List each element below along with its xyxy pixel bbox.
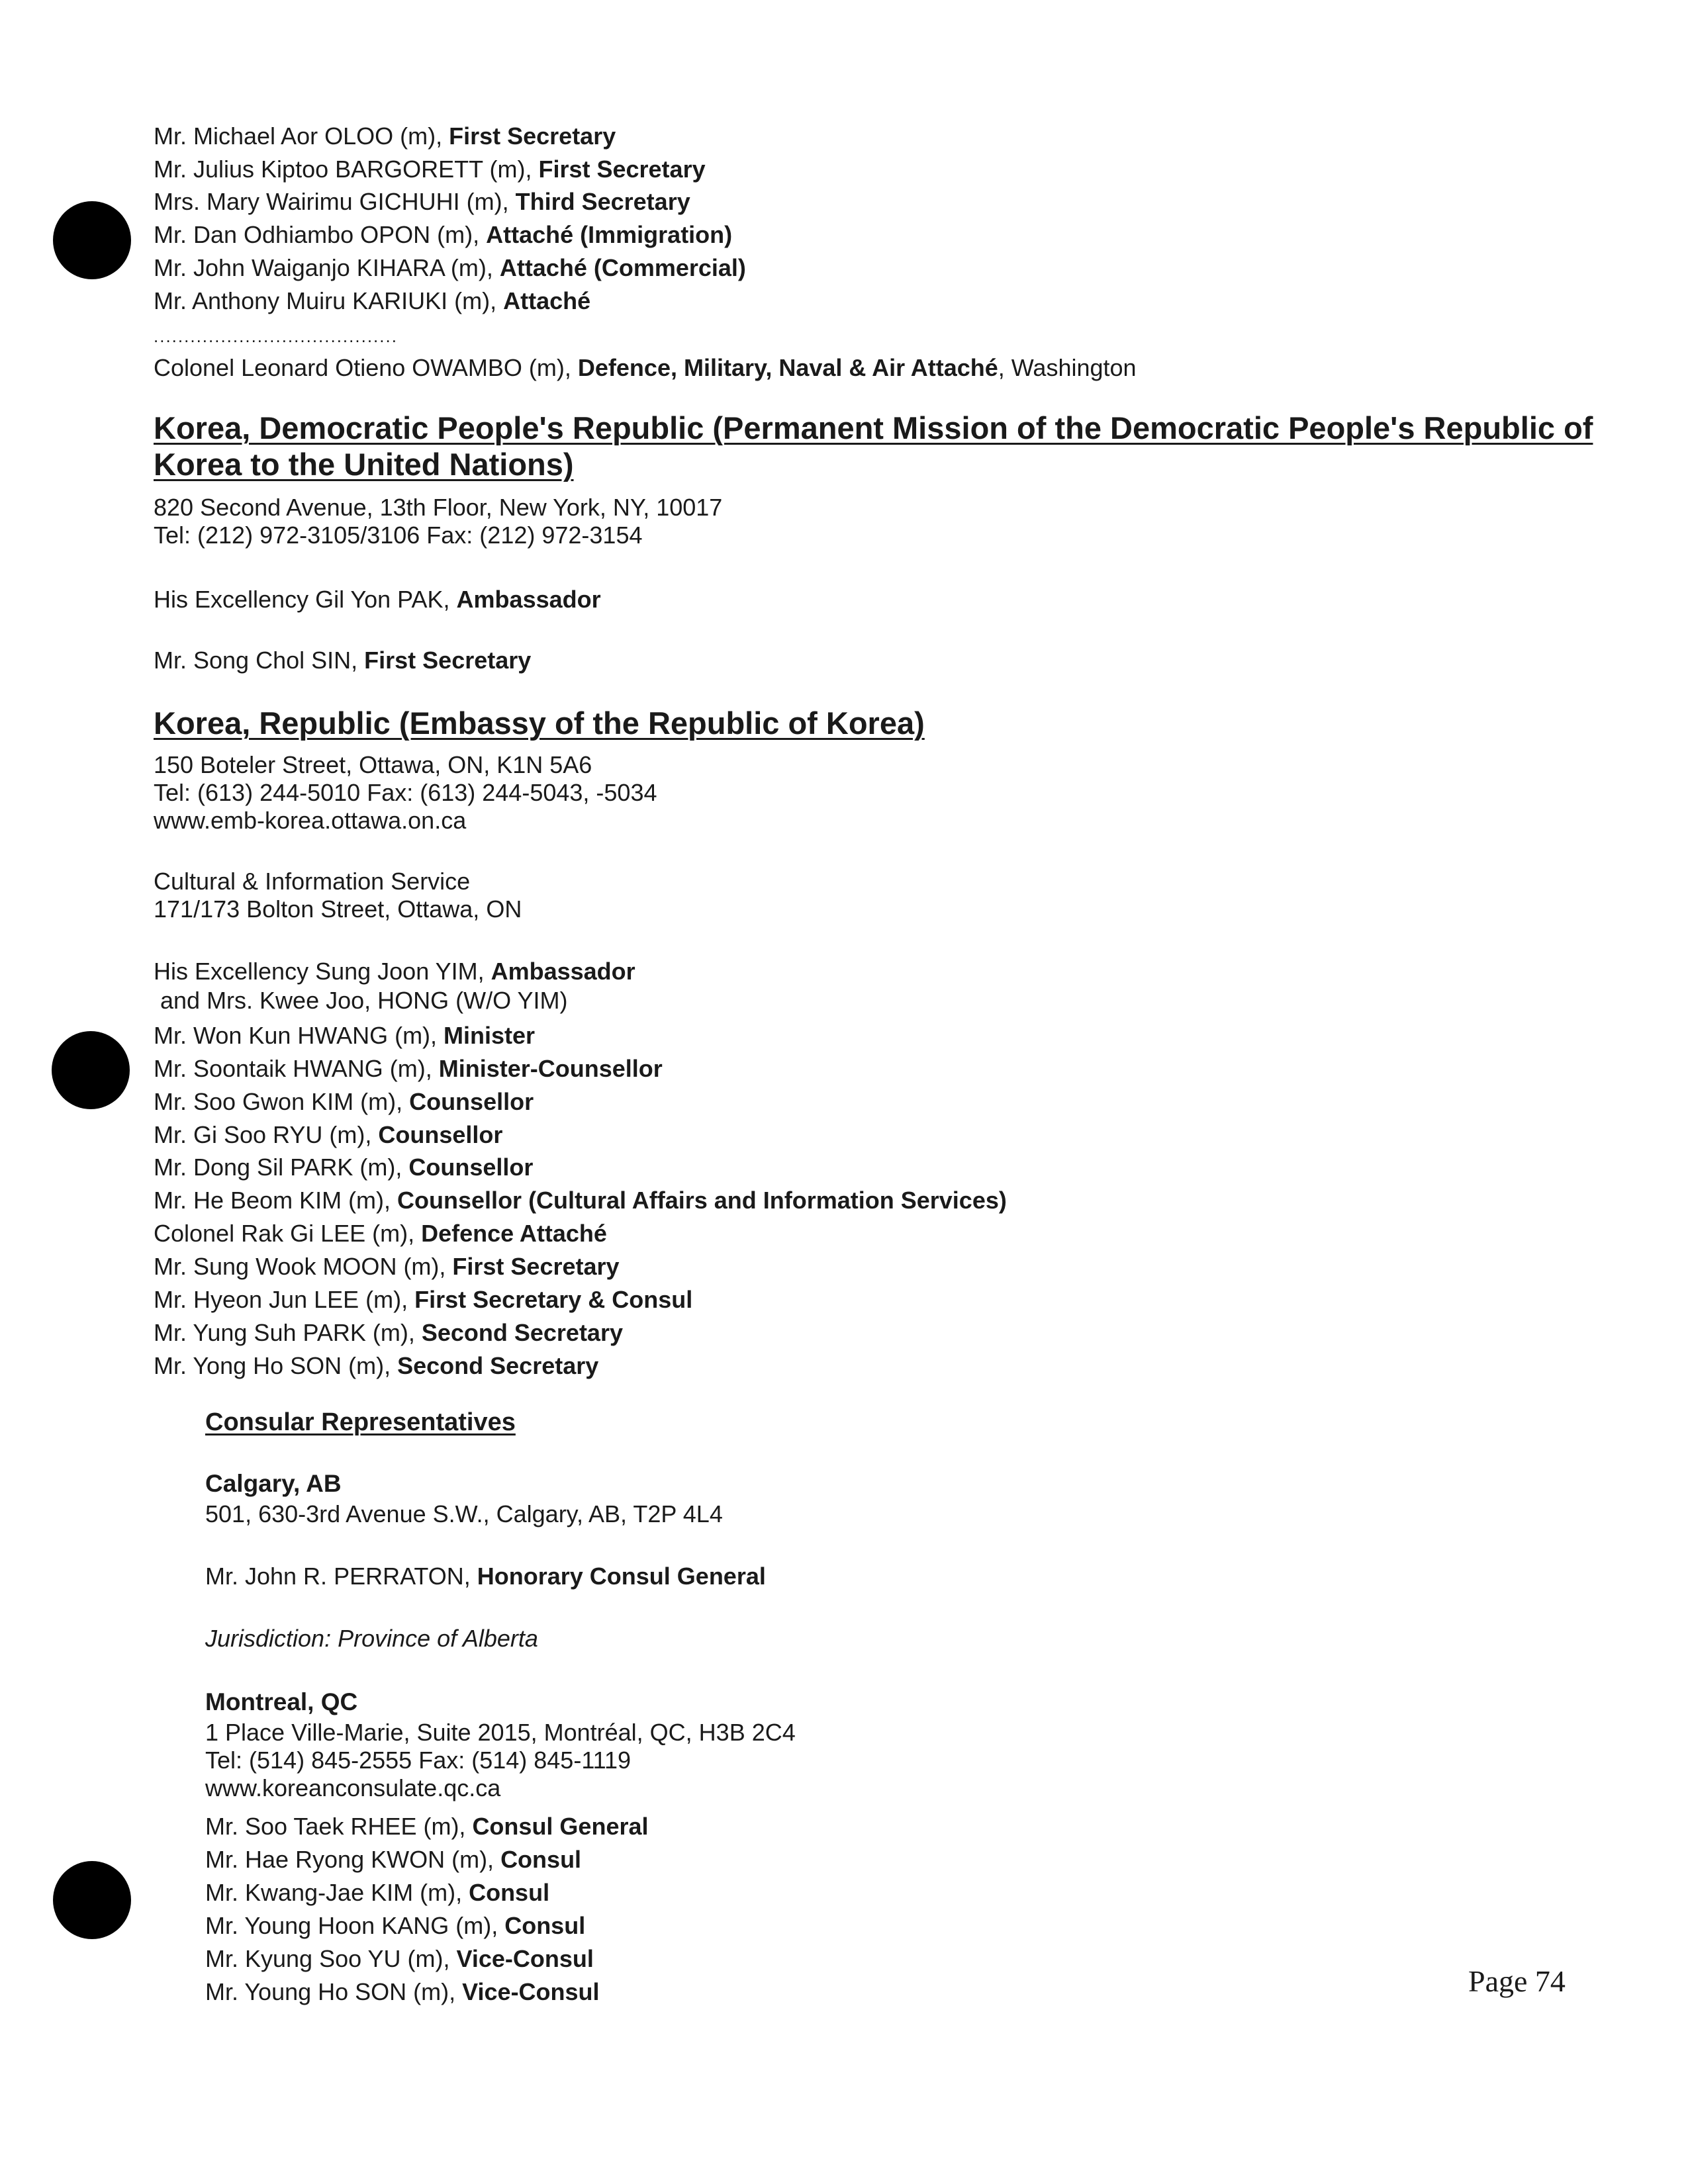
- kenya-staff-row: [154, 287, 590, 316]
- dprk-tel: Tel: (212) 972-3105/3106 Fax: (212) 972-3154: [154, 522, 643, 549]
- staff-name: Colonel Rak Gi LEE (m),: [154, 1220, 422, 1247]
- staff-name: Mr. Dan Odhiambo OPON (m),: [154, 221, 487, 248]
- staff-name: Mr. Hae Ryong KWON (m),: [205, 1846, 501, 1873]
- staff-name: Mr. Hyeon Jun LEE (m),: [154, 1286, 415, 1313]
- staff-name: Mr. Soontaik HWANG (m),: [154, 1055, 439, 1082]
- staff-name: Mr. Young Ho SON (m),: [205, 1978, 463, 2005]
- staff-name: His Excellency Gil Yon PAK,: [154, 586, 457, 613]
- calgary-rep: [205, 1562, 766, 1591]
- staff-title: First Secretary: [538, 156, 706, 183]
- staff-name: Mr. Young Hoon KANG (m),: [205, 1912, 505, 1939]
- rok-staff-row: [154, 1186, 1007, 1215]
- rok-staff-row: [154, 1318, 623, 1347]
- rok-staff-row: [154, 1285, 692, 1314]
- staff-title: First Secretary: [364, 647, 532, 674]
- rok-cultural-label: Cultural & Information Service: [154, 868, 471, 895]
- staff-title: Attaché: [503, 287, 591, 314]
- kenya-staff-row: [154, 122, 616, 151]
- dotted-separator: ........................................: [154, 326, 398, 346]
- staff-title: Honorary Consul General: [477, 1563, 766, 1590]
- staff-title: Consul: [469, 1879, 550, 1906]
- rok-cultural-address: 171/173 Bolton Street, Ottawa, ON: [154, 895, 522, 923]
- staff-title: Ambassador: [491, 958, 635, 985]
- montreal-staff-row: [205, 1911, 585, 1940]
- kenya-staff-row: [154, 253, 746, 283]
- staff-name: Mr. Kwang-Jae KIM (m),: [205, 1879, 469, 1906]
- staff-title: Vice-Consul: [456, 1945, 594, 1972]
- montreal-staff-row: [205, 1878, 549, 1907]
- staff-title: Defence Attaché: [421, 1220, 607, 1247]
- staff-name: Mr. John Waiganjo KIHARA (m),: [154, 254, 500, 281]
- montreal-tel: Tel: (514) 845-2555 Fax: (514) 845-1119: [205, 1747, 632, 1774]
- dprk-secretary: [154, 646, 531, 675]
- kenya-defence-row: [154, 353, 1137, 383]
- staff-location: , Washington: [998, 354, 1137, 381]
- rok-tel: Tel: (613) 244-5010 Fax: (613) 244-5043, -5034: [154, 779, 657, 806]
- staff-name: Mr. Julius Kiptoo BARGORETT (m),: [154, 156, 539, 183]
- montreal-website: www.koreanconsulate.qc.ca: [205, 1774, 501, 1801]
- staff-title: Attaché (Immigration): [486, 221, 733, 248]
- staff-name: Mr. Yung Suh PARK (m),: [154, 1319, 422, 1346]
- rok-staff-row: [154, 1219, 607, 1248]
- staff-title: Defence, Military, Naval & Air Attaché: [577, 354, 998, 381]
- staff-title: Consul General: [472, 1813, 649, 1840]
- dprk-address: 820 Second Avenue, 13th Floor, New York, NY, 10017: [154, 494, 723, 521]
- montreal-staff-row: [205, 1845, 581, 1874]
- staff-title: Second Secretary: [397, 1352, 599, 1379]
- punch-hole-top: [53, 201, 131, 279]
- staff-name: Mr. Won Kun HWANG (m),: [154, 1022, 444, 1049]
- staff-name: Mr. Gi Soo RYU (m),: [154, 1121, 379, 1148]
- calgary-jurisdiction: Jurisdiction: Province of Alberta: [205, 1625, 538, 1652]
- staff-name: Mr. John R. PERRATON,: [205, 1563, 477, 1590]
- staff-name: Mr. Anthony Muiru KARIUKI (m),: [154, 287, 504, 314]
- staff-title: Minister: [444, 1022, 536, 1049]
- staff-name: Mr. Kyung Soo YU (m),: [205, 1945, 457, 1972]
- montreal-address: 1 Place Ville-Marie, Suite 2015, Montréal, QC, H3B 2C4: [205, 1719, 796, 1746]
- staff-title: Second Secretary: [421, 1319, 623, 1346]
- staff-name: Mr. He Beom KIM (m),: [154, 1187, 398, 1214]
- rok-ambassador: [154, 957, 635, 986]
- page-number: Page 74: [1468, 1964, 1566, 1998]
- rok-staff-row: [154, 1252, 620, 1281]
- kenya-staff-row: [154, 220, 732, 250]
- kenya-staff-row: [154, 155, 706, 184]
- staff-name: Mr. Sung Wook MOON (m),: [154, 1253, 453, 1280]
- staff-title: First Secretary: [449, 122, 616, 150]
- rok-ambassador-spouse: and Mrs. Kwee Joo, HONG (W/O YIM): [160, 987, 568, 1014]
- staff-title: First Secretary: [452, 1253, 620, 1280]
- staff-title: Counsellor: [408, 1154, 534, 1181]
- staff-name: Mr. Michael Aor OLOO (m),: [154, 122, 449, 150]
- section-heading-dprk-cont: Korea to the United Nations): [154, 447, 574, 482]
- section-heading-dprk: Korea, Democratic People's Republic (Permanent Mission of the Democratic People's Republic of: [154, 410, 1593, 445]
- montreal-staff-row: [205, 1812, 649, 1841]
- staff-title: Third Secretary: [515, 188, 690, 215]
- staff-title: First Secretary & Consul: [414, 1286, 693, 1313]
- punch-hole-bottom: [53, 1861, 131, 1939]
- rok-staff-row: [154, 1351, 598, 1381]
- punch-hole-middle: [52, 1031, 130, 1109]
- consular-heading: Consular Representatives: [205, 1408, 516, 1436]
- montreal-staff-row: [205, 1944, 594, 1974]
- kenya-staff-row: [154, 187, 690, 216]
- calgary-city: Calgary, AB: [205, 1470, 342, 1497]
- staff-name: Mr. Soo Gwon KIM (m),: [154, 1088, 410, 1115]
- staff-name: Mr. Yong Ho SON (m),: [154, 1352, 398, 1379]
- dprk-ambassador: [154, 585, 601, 614]
- staff-name: His Excellency Sung Joon YIM,: [154, 958, 491, 985]
- staff-title: Counsellor (Cultural Affairs and Information Services): [397, 1187, 1007, 1214]
- rok-staff-row: [154, 1153, 533, 1182]
- section-heading-rok: Korea, Republic (Embassy of the Republic of Korea): [154, 705, 925, 741]
- staff-title: Counsellor: [378, 1121, 503, 1148]
- montreal-staff-row: [205, 1978, 600, 2007]
- staff-title: Consul: [504, 1912, 586, 1939]
- staff-title: Attaché (Commercial): [499, 254, 746, 281]
- staff-title: Counsellor: [409, 1088, 534, 1115]
- rok-staff-row: [154, 1087, 534, 1116]
- staff-name: Mr. Song Chol SIN,: [154, 647, 365, 674]
- staff-name: Mr. Dong Sil PARK (m),: [154, 1154, 409, 1181]
- staff-title: Ambassador: [456, 586, 601, 613]
- staff-name: Mrs. Mary Wairimu GICHUHI (m),: [154, 188, 516, 215]
- montreal-city: Montreal, QC: [205, 1688, 358, 1715]
- staff-title: Consul: [500, 1846, 582, 1873]
- rok-website: www.emb-korea.ottawa.on.ca: [154, 807, 467, 834]
- staff-name: Mr. Soo Taek RHEE (m),: [205, 1813, 473, 1840]
- staff-title: Vice-Consul: [462, 1978, 600, 2005]
- rok-address: 150 Boteler Street, Ottawa, ON, K1N 5A6: [154, 751, 592, 778]
- staff-name: Colonel Leonard Otieno OWAMBO (m),: [154, 354, 578, 381]
- rok-staff-row: [154, 1120, 502, 1150]
- rok-staff-row: [154, 1054, 663, 1083]
- calgary-address: 501, 630-3rd Avenue S.W., Calgary, AB, T2P 4L4: [205, 1500, 723, 1527]
- rok-staff-row: [154, 1021, 535, 1050]
- staff-title: Minister-Counsellor: [438, 1055, 663, 1082]
